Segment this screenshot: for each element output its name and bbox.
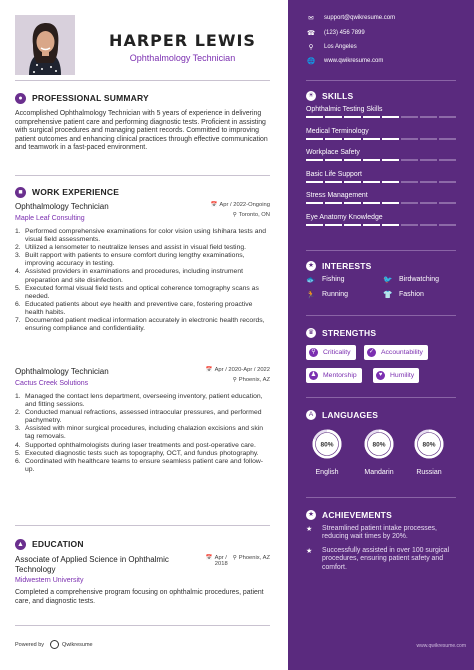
skill-name: Stress Management xyxy=(306,192,368,199)
skill-segment xyxy=(439,159,456,161)
skill-segment xyxy=(344,138,361,140)
list-item: 6. Coordinated with healthcare teams to ensure seamless patient care and follow-up. xyxy=(15,457,264,473)
summary-heading: PROFESSIONAL SUMMARY xyxy=(32,93,149,103)
skill-level-bar xyxy=(306,181,456,184)
divider xyxy=(306,397,456,398)
language-name: Mandarin xyxy=(364,469,394,476)
job-location: Phoenix, AZ xyxy=(238,377,270,383)
divider xyxy=(306,80,456,81)
medal-icon: ★ xyxy=(306,510,316,520)
sidebar xyxy=(288,0,474,670)
email-icon: ✉ xyxy=(308,15,314,22)
svg-text:80%: 80% xyxy=(372,441,386,449)
skill-segment xyxy=(401,159,418,161)
pin-icon: ⚲ xyxy=(232,377,237,383)
skill-segment xyxy=(439,138,456,140)
language-level-ring xyxy=(311,428,343,460)
languages-header: A LANGUAGES xyxy=(306,410,378,420)
skill-name: Medical Terminology xyxy=(306,127,369,135)
summary-text: Accomplished Ophthalmology Technician with 5 years of experience in delivering comprehensive patient care and performing diagnostic tests. Proficient in assisting with surgical procedures and managing patient records. Committed to improving patient outcomes and enhancing clinical practices through effective communication and teamwork in a fast-paced environment. xyxy=(15,110,268,152)
skill-segment xyxy=(439,224,456,226)
education-section xyxy=(15,538,270,606)
achievement-item: ★ Streamlined patient intake processes, reducing wait times by 20%. xyxy=(306,525,437,541)
skill-level-bar xyxy=(306,159,456,162)
lightbulb-icon: ☀ xyxy=(306,91,316,101)
skill-item xyxy=(306,192,456,205)
handshake-icon: ♥ xyxy=(376,371,385,380)
bird-icon: 🐦 xyxy=(383,275,393,284)
skill-segment xyxy=(344,224,361,226)
skill-segment xyxy=(363,159,380,161)
skill-segment xyxy=(382,159,399,161)
divider xyxy=(15,175,270,176)
phone-icon: ☎ xyxy=(306,30,316,37)
footer-website[interactable]: www.qwikresume.com xyxy=(416,643,466,649)
svg-text:80%: 80% xyxy=(320,441,334,449)
skill-segment xyxy=(401,138,418,140)
education-date-year: 2018 xyxy=(214,561,228,567)
language-name: English xyxy=(315,469,339,476)
skill-segment xyxy=(325,138,342,140)
powered-by-label: Powered by xyxy=(15,641,45,648)
skill-segment xyxy=(325,181,342,183)
interest-item: 🏃 Running xyxy=(306,290,349,299)
skill-segment xyxy=(363,116,380,118)
skill-segment xyxy=(344,159,361,161)
skill-item xyxy=(306,171,456,184)
strengths-header: ♛ STRENGTHS xyxy=(306,328,376,338)
interest-item: 👕 Fashion xyxy=(383,290,424,299)
skill-segment xyxy=(306,224,323,226)
skill-segment xyxy=(382,202,399,204)
skill-segment xyxy=(382,138,399,140)
pin-icon: ⚲ xyxy=(232,555,237,561)
skill-item xyxy=(306,128,456,141)
list-item: 1. Performed comprehensive examinations for color vision using Ishihara tests and visual field assessments. xyxy=(15,228,267,244)
check-icon: ✓ xyxy=(368,349,375,355)
person-icon: ● xyxy=(15,93,26,104)
calendar-icon: 📅 xyxy=(205,555,213,561)
list-item: 1. Managed the contact lens department, overseeing inventory, patient education, and fitting sessions. xyxy=(15,393,263,409)
skill-segment xyxy=(306,159,323,161)
divider xyxy=(15,80,270,81)
svg-text:80%: 80% xyxy=(422,441,436,449)
list-item: 2. Utilized a lensometer to neutralize lenses and assist in visual field testing. xyxy=(15,244,247,252)
summary-section xyxy=(15,92,270,153)
skill-segment xyxy=(325,202,342,204)
skill-segment xyxy=(325,224,342,226)
shirt-icon: 👕 xyxy=(383,290,393,299)
avatar xyxy=(15,15,75,75)
job-dates: Apr / 2020-Apr / 2022 xyxy=(214,367,270,373)
candidate-title: Ophthalmology Technician xyxy=(129,53,236,63)
skill-segment xyxy=(363,138,380,140)
pin-icon: ⚲ xyxy=(232,212,237,218)
education-date-month: Apr / xyxy=(214,555,227,561)
trophy-icon: ♛ xyxy=(306,328,316,338)
strength-badge: ⚲ Criticality xyxy=(306,345,356,360)
skill-segment xyxy=(306,202,323,204)
contact-email[interactable]: ✉ support@qwikresume.com xyxy=(306,14,395,22)
skill-level-bar xyxy=(306,138,456,141)
skill-segment xyxy=(382,116,399,118)
running-icon: 🏃 xyxy=(306,290,316,299)
skill-segment xyxy=(325,159,342,161)
skill-segment xyxy=(363,181,380,183)
skill-segment xyxy=(306,138,323,140)
job-dates: Apr / 2022-Ongoing xyxy=(219,202,270,208)
list-item: 3. Assisted with minor surgical procedures, including chalazion excisions and skin tag removals. xyxy=(15,425,264,441)
list-item: 4. Assisted providers in examinations and procedures, including instrument preparation and site disinfection. xyxy=(15,268,243,284)
skill-level-bar xyxy=(306,116,456,119)
strength-badge: ✓ Accountability xyxy=(364,345,428,360)
job-entry xyxy=(15,202,270,333)
globe-icon: 🌐 xyxy=(306,58,316,65)
school-name: Midwestern University xyxy=(15,577,84,584)
job-location: Toronto, ON xyxy=(238,212,270,218)
skill-segment xyxy=(306,116,323,118)
skill-segment xyxy=(420,181,437,183)
skill-name: Workplace Safety xyxy=(306,149,360,156)
skill-segment xyxy=(306,181,323,183)
skills-header: ☀ SKILLS xyxy=(306,91,353,101)
achievements-header: ★ ACHIEVEMENTS xyxy=(306,510,392,520)
job-company: Maple Leaf Consulting xyxy=(15,215,85,222)
calendar-icon: 📅 xyxy=(210,202,218,208)
skill-segment xyxy=(420,159,437,161)
trophy-icon: ★ xyxy=(306,548,313,555)
skill-segment xyxy=(401,224,418,226)
briefcase-icon: ■ xyxy=(15,187,26,198)
skill-level-bar xyxy=(306,224,456,227)
calendar-icon: 📅 xyxy=(205,367,213,373)
skill-segment xyxy=(382,181,399,183)
skill-segment xyxy=(344,202,361,204)
job-bullets xyxy=(15,228,270,333)
skill-name: Basic Life Support xyxy=(306,170,362,178)
trophy-icon: ★ xyxy=(306,526,313,533)
interest-item: 🐦 Birdwatching xyxy=(383,275,440,284)
search-icon: ⚲ xyxy=(309,348,318,357)
degree-title: Associate of Applied Science in Ophthalmic Technology xyxy=(15,555,169,574)
language-icon: A xyxy=(306,410,316,420)
skill-item xyxy=(306,214,456,227)
skill-segment xyxy=(439,181,456,183)
skill-segment xyxy=(363,202,380,204)
language-level-ring xyxy=(363,428,395,460)
list-item: 6. Educated patients about eye health and preventive care, fostering proactive health habits. xyxy=(15,300,253,316)
contact-website[interactable]: 🌐 www.qwikresume.com xyxy=(306,58,384,65)
experience-heading: WORK EXPERIENCE xyxy=(32,187,120,197)
list-item: 7. Documented patient medical information accurately in electronic health records, ensuring compliance and confidentiality. xyxy=(15,317,265,333)
candidate-name: HARPER LEWIS xyxy=(109,31,256,50)
skill-item xyxy=(306,149,456,162)
location-pin-icon: ⚲ xyxy=(308,44,314,51)
list-item: 5. Executed diagnostic tests such as topography, OCT, and fundus photography. xyxy=(15,449,259,457)
education-heading: EDUCATION xyxy=(32,539,84,549)
divider xyxy=(306,250,456,251)
job-role: Ophthalmology Technician xyxy=(15,202,109,211)
skill-segment xyxy=(344,116,361,118)
contact-phone[interactable]: ☎ (123) 456 7899 xyxy=(306,30,365,37)
skill-segment xyxy=(420,116,437,118)
interest-item: 🐟 Fishing xyxy=(306,275,345,284)
skill-segment xyxy=(325,116,342,118)
divider xyxy=(15,525,270,526)
language-item xyxy=(406,428,452,476)
skill-level-bar xyxy=(306,202,456,205)
list-item: 4. Supported ophthalmologists during laser treatments and post-operative care. xyxy=(15,441,256,449)
skill-segment xyxy=(420,138,437,140)
divider xyxy=(15,625,270,626)
powered-by xyxy=(15,640,93,649)
list-item: 5. Executed formal visual field tests and optical coherence tomography scans as needed. xyxy=(15,284,259,300)
language-level-ring xyxy=(413,428,445,460)
language-item xyxy=(356,428,402,476)
language-name: Russian xyxy=(416,469,442,476)
skill-name: Ophthalmic Testing Skills xyxy=(306,106,383,113)
job-role: Ophthalmology Technician xyxy=(15,367,109,376)
strength-badge: ♟ Mentorship xyxy=(306,368,362,383)
skill-item xyxy=(306,106,456,119)
skill-segment xyxy=(382,224,399,226)
education-text: Completed a comprehensive program focusing on ophthalmic procedures, patient care, and diagnostic tests. xyxy=(15,589,264,605)
graduation-cap-icon: ▲ xyxy=(15,539,26,550)
skill-segment xyxy=(401,116,418,118)
qwikresume-logo-icon xyxy=(50,640,59,649)
job-entry xyxy=(15,367,270,474)
skill-segment xyxy=(420,202,437,204)
skill-name: Eye Anatomy Knowledge xyxy=(306,213,383,221)
users-icon: ♟ xyxy=(310,372,317,378)
divider xyxy=(306,497,456,498)
contact-location: ⚲ Los Angeles xyxy=(306,43,357,51)
resume-header xyxy=(15,15,275,87)
skill-segment xyxy=(363,224,380,226)
list-item: 2. Conducted manual refractions, assessed intraocular pressures, and performed pachymetry. xyxy=(15,409,262,425)
education-location: Phoenix, AZ xyxy=(238,555,270,561)
fish-icon: 🐟 xyxy=(306,275,316,284)
interests-header: ★ INTERESTS xyxy=(306,261,372,271)
language-item xyxy=(304,428,350,476)
job-bullets xyxy=(15,393,270,474)
skill-segment xyxy=(344,181,361,183)
skill-segment xyxy=(401,181,418,183)
skill-segment xyxy=(420,224,437,226)
job-company: Cactus Creek Solutions xyxy=(15,380,89,387)
skill-segment xyxy=(401,202,418,204)
skill-segment xyxy=(439,116,456,118)
experience-section xyxy=(15,186,270,198)
star-icon: ★ xyxy=(306,261,316,271)
achievement-item: ★ Successfully assisted in over 100 surgical procedures, ensuring patient safety and comfort. xyxy=(306,547,450,571)
list-item: 3. Built rapport with patients to ensure comfort during lengthy examinations, improving accuracy in testing. xyxy=(15,252,245,268)
brand-name[interactable]: Qwikresume xyxy=(62,641,93,648)
skill-segment xyxy=(439,202,456,204)
divider xyxy=(306,315,456,316)
strength-badge: ♥ Humility xyxy=(373,368,419,383)
